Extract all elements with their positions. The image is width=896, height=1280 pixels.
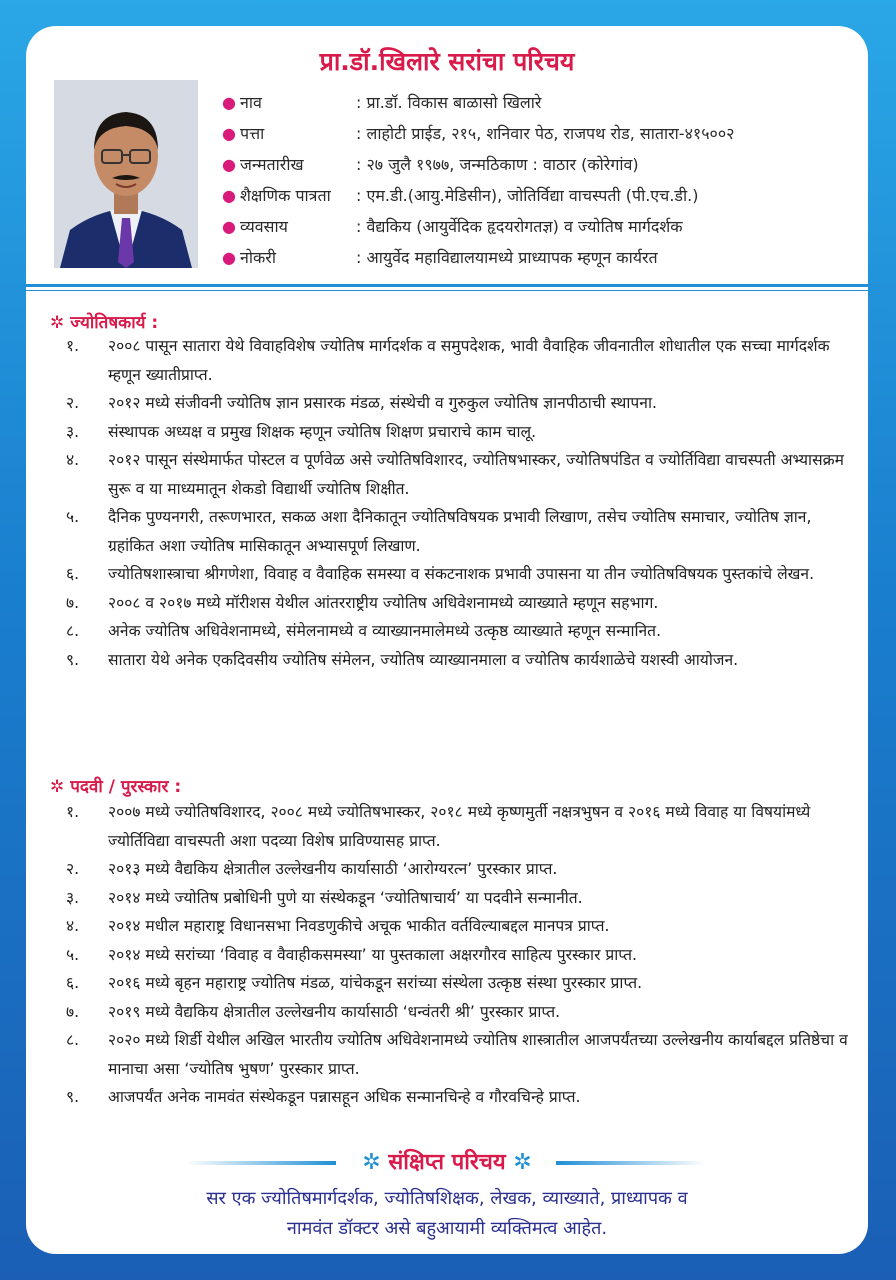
portrait-illustration — [54, 80, 198, 268]
asterisk-star-icon: ✲ — [513, 1150, 532, 1175]
list-number: २. — [66, 860, 80, 878]
list-item — [66, 1083, 856, 1112]
list-item — [66, 646, 856, 675]
list-number: १. — [66, 803, 80, 821]
list-number: ५. — [66, 945, 80, 964]
list-number: ३. — [66, 888, 80, 907]
list-item — [66, 617, 856, 646]
list-item — [66, 560, 856, 589]
list-item — [66, 855, 856, 884]
list-item — [66, 798, 856, 855]
list-text: दैनिक पुण्यनगरी, तरूणभारत, सकळ अशा दैनिकातून ज्योतिषविषयक प्रभावी लिखाण, तसेच ज्योतिष समाचार, ज्योतिष ज्ञान, ग्रहांकित अशा ज्योतिष मासिकातून अभ्यासपूर्ण लिखाण. — [108, 508, 812, 555]
list-number: ६. — [66, 974, 80, 992]
dot-bullet-icon: ● — [222, 93, 236, 112]
list-text: २०१४ मधील महाराष्ट्र विधानसभा निवडणुकीचे अचूक भाकीत वर्तविल्याबद्दल मानपत्र प्राप्त. — [108, 917, 610, 935]
list-text: संस्थापक अध्यक्ष व प्रमुख शिक्षक म्हणून ज्योतिष शिक्षण प्रचाराचे काम चालू. — [108, 422, 537, 441]
list-item — [66, 1026, 856, 1083]
portrait-photo — [54, 80, 198, 268]
list-item — [66, 389, 856, 418]
list-text: २००८ व २०१७ मध्ये मॉरीशस येथील आंतरराष्ट्रीय ज्योतिष अधिवेशनामध्ये व्याख्याते म्हणून सहभाग. — [108, 593, 659, 612]
dot-bullet-icon: ● — [222, 155, 236, 174]
list-number: ७. — [66, 593, 80, 612]
profile-value: : एम.डी.(आयु.मेडिसीन), जोतिर्विद्या वाचस्पती (पी.एच.डी.) — [356, 186, 699, 205]
profile-value: : आयुर्वेद महाविद्यालयामध्ये प्राध्यापक म्हणून कार्यरत — [356, 248, 658, 267]
list-number: ९. — [66, 650, 80, 669]
list-item — [66, 418, 856, 447]
summary-heading-text: संक्षिप्त परिचय — [388, 1150, 506, 1175]
list-item — [66, 446, 856, 503]
dot-bullet-icon: ● — [222, 124, 236, 143]
profile-row — [222, 214, 852, 245]
list-text: २०१९ मध्ये वैद्यकिय क्षेत्रातील उल्लेखनीय कार्यासाठी ‘धन्वंतरी श्री’ पुरस्कार प्राप्त. — [108, 1002, 561, 1021]
list-number: ९. — [66, 1088, 80, 1106]
list-number: ३. — [66, 422, 80, 441]
summary-line: नामवंत डॉक्टर असे बहुआयामी व्यक्तिमत्व आहेत. — [286, 1218, 608, 1239]
profile-value: : लाहोटी प्राईड, २१५, शनिवार पेठ, राजपथ रोड, सातारा-४१५००२ — [356, 124, 735, 143]
list-item — [66, 589, 856, 618]
list-number: ८. — [66, 622, 80, 640]
profile-row — [222, 183, 852, 214]
divider — [26, 290, 868, 291]
list-number: ५. — [66, 508, 80, 526]
list-item — [66, 998, 856, 1027]
awards-list — [66, 798, 856, 1112]
list-item — [66, 941, 856, 970]
dot-bullet-icon: ● — [222, 248, 236, 267]
list-number: ४. — [66, 451, 80, 469]
summary-line: सर एक ज्योतिषमार्गदर्शक, ज्योतिषशिक्षक, लेखक, व्याख्याते, प्राध्यापक व — [206, 1188, 688, 1209]
dot-bullet-icon: ● — [222, 217, 236, 236]
list-number: २. — [66, 394, 80, 412]
asterisk-star-icon: ✲ — [50, 313, 65, 333]
divider — [26, 284, 868, 287]
profile-card — [26, 26, 868, 1254]
section-heading-text: पदवी / पुरस्कार : — [70, 777, 182, 797]
list-number: ४. — [66, 917, 80, 935]
list-text: २००७ मध्ये ज्योतिषविशारद, २००८ मध्ये ज्योतिषभास्कर, २०१८ मध्ये कृष्णमुर्ती नक्षत्रभुषन व २०१६ मध्ये विवाह या विषयांमध्ये ज्योर्तिविद्या वाचस्पती अशा पदव्या विशेष प्राविण्यासह प्राप्त. — [108, 803, 811, 850]
profile-value: : प्रा.डॉ. विकास बाळासो खिलारे — [356, 93, 542, 112]
list-text: ज्योतिषशास्त्राचा श्रीगणेशा, विवाह व वैवाहिक समस्या व संकटनाशक प्रभावी उपासना या तीन ज्योतिषविषयक पुस्तकांचे लेखन. — [108, 565, 815, 583]
list-number: ७. — [66, 1002, 80, 1021]
profile-row — [222, 90, 852, 121]
list-text: २००८ पासून सातारा येथे विवाहविशेष ज्योतिष मार्गदर्शक व समुपदेशक, भावी वैवाहिक जीवनातील शोधातील एक सच्चा मार्गदर्शक म्हणून ख्यातीप्राप्त. — [108, 337, 830, 384]
section-heading-text: ज्योतिषकार्य : — [70, 313, 159, 333]
list-item — [66, 884, 856, 913]
asterisk-star-icon: ✲ — [50, 777, 65, 797]
profile-row — [222, 245, 852, 276]
section-heading-astrology-work — [50, 310, 158, 333]
profile-label: जन्मतारीख — [240, 155, 304, 174]
profile-details — [222, 90, 852, 276]
list-text: सातारा येथे अनेक एकदिवसीय ज्योतिष संमेलन, ज्योतिष व्याख्यानमाला व ज्योतिष कार्यशाळेचे यशस्वी आयोजन. — [108, 650, 739, 669]
profile-label: व्यवसाय — [240, 217, 288, 236]
profile-row — [222, 152, 852, 183]
list-text: २०२० मध्ये शिर्डी येथील अखिल भारतीय ज्योतिष अधिवेशनामध्ये ज्योतिष शास्त्रातील आजपर्यंतच्या उल्लेखनीय कार्याबद्दल प्रतिष्ठेचा व मानाचा असा ‘ज्योतिष भुषण’ पुरस्कार प्राप्त. — [108, 1031, 848, 1078]
list-text: २०१६ मध्ये बृहन महाराष्ट्र ज्योतिष मंडळ, यांचेकडून सरांच्या संस्थेला उत्कृष्ठ संस्था पुरस्कार प्राप्त. — [108, 974, 643, 992]
profile-row — [222, 121, 852, 152]
page-title: प्रा.डॉ.खिलारे सरांचा परिचय — [319, 47, 575, 76]
list-item — [66, 912, 856, 941]
dot-bullet-icon: ● — [222, 186, 236, 205]
summary-heading — [26, 1146, 868, 1176]
list-number: ८. — [66, 1031, 80, 1049]
list-text: आजपर्यंत अनेक नामवंत संस्थेकडून पन्नासहून अधिक सन्मानचिन्हे व गौरवचिन्हे प्राप्त. — [108, 1088, 581, 1106]
list-number: १. — [66, 337, 80, 355]
list-text: २०१४ मध्ये ज्योतिष प्रबोधिनी पुणे या संस्थेकडून ‘ज्योतिषाचार्य’ या पदवीने सन्मानीत. — [108, 888, 583, 907]
asterisk-star-icon: ✲ — [362, 1150, 381, 1175]
profile-label: नोकरी — [240, 248, 277, 267]
list-text: अनेक ज्योतिष अधिवेशनामध्ये, संमेलनामध्ये व व्याख्यानमालेमध्ये उत्कृष्ठ व्याख्याते म्हणून सन्मानित. — [108, 622, 662, 640]
list-text: २०१२ पासून संस्थेमार्फत पोस्टल व पूर्णवेळ असे ज्योतिषविशारद, ज्योतिषभास्कर, ज्योतिषपंडित व ज्योर्तिविद्या वाचस्पती अभ्यासक्रम सुरू व या माध्यमातून शेकडो विद्यार्थी ज्योतिष शिक्षीत. — [108, 451, 844, 498]
section-heading-awards — [50, 774, 181, 797]
profile-label: पत्ता — [240, 124, 265, 143]
list-item — [66, 503, 856, 560]
list-text: २०१२ मध्ये संजीवनी ज्योतिष ज्ञान प्रसारक मंडळ, संस्थेची व गुरुकुल ज्योतिष ज्ञानपीठाची स्थापना. — [108, 394, 657, 412]
list-text: २०१४ मध्ये सरांच्या ‘विवाह व वैवाहीकसमस्या’ या पुस्तकाला अक्षरगौरव साहित्य पुरस्कार प्राप्त. — [108, 945, 637, 964]
profile-value: : वैद्यकिय (आयुर्वेदिक हृदयरोगतज्ञ) व ज्योतिष मार्गदर्शक — [356, 217, 683, 236]
profile-label: नाव — [240, 93, 262, 112]
list-item — [66, 969, 856, 998]
profile-value: : २७ जुलै १९७७, जन्मठिकाण : वाठार (कोरेगांव) — [356, 155, 639, 174]
profile-label: शैक्षणिक पात्रता — [240, 186, 331, 205]
summary-text — [26, 1184, 868, 1244]
list-text: २०१३ मध्ये वैद्यकिय क्षेत्रातील उल्लेखनीय कार्यासाठी ‘आरोग्यरत्न’ पुरस्कार प्राप्त. — [108, 860, 558, 878]
astrology-work-list — [66, 332, 856, 674]
list-number: ६. — [66, 565, 80, 583]
list-item — [66, 332, 856, 389]
